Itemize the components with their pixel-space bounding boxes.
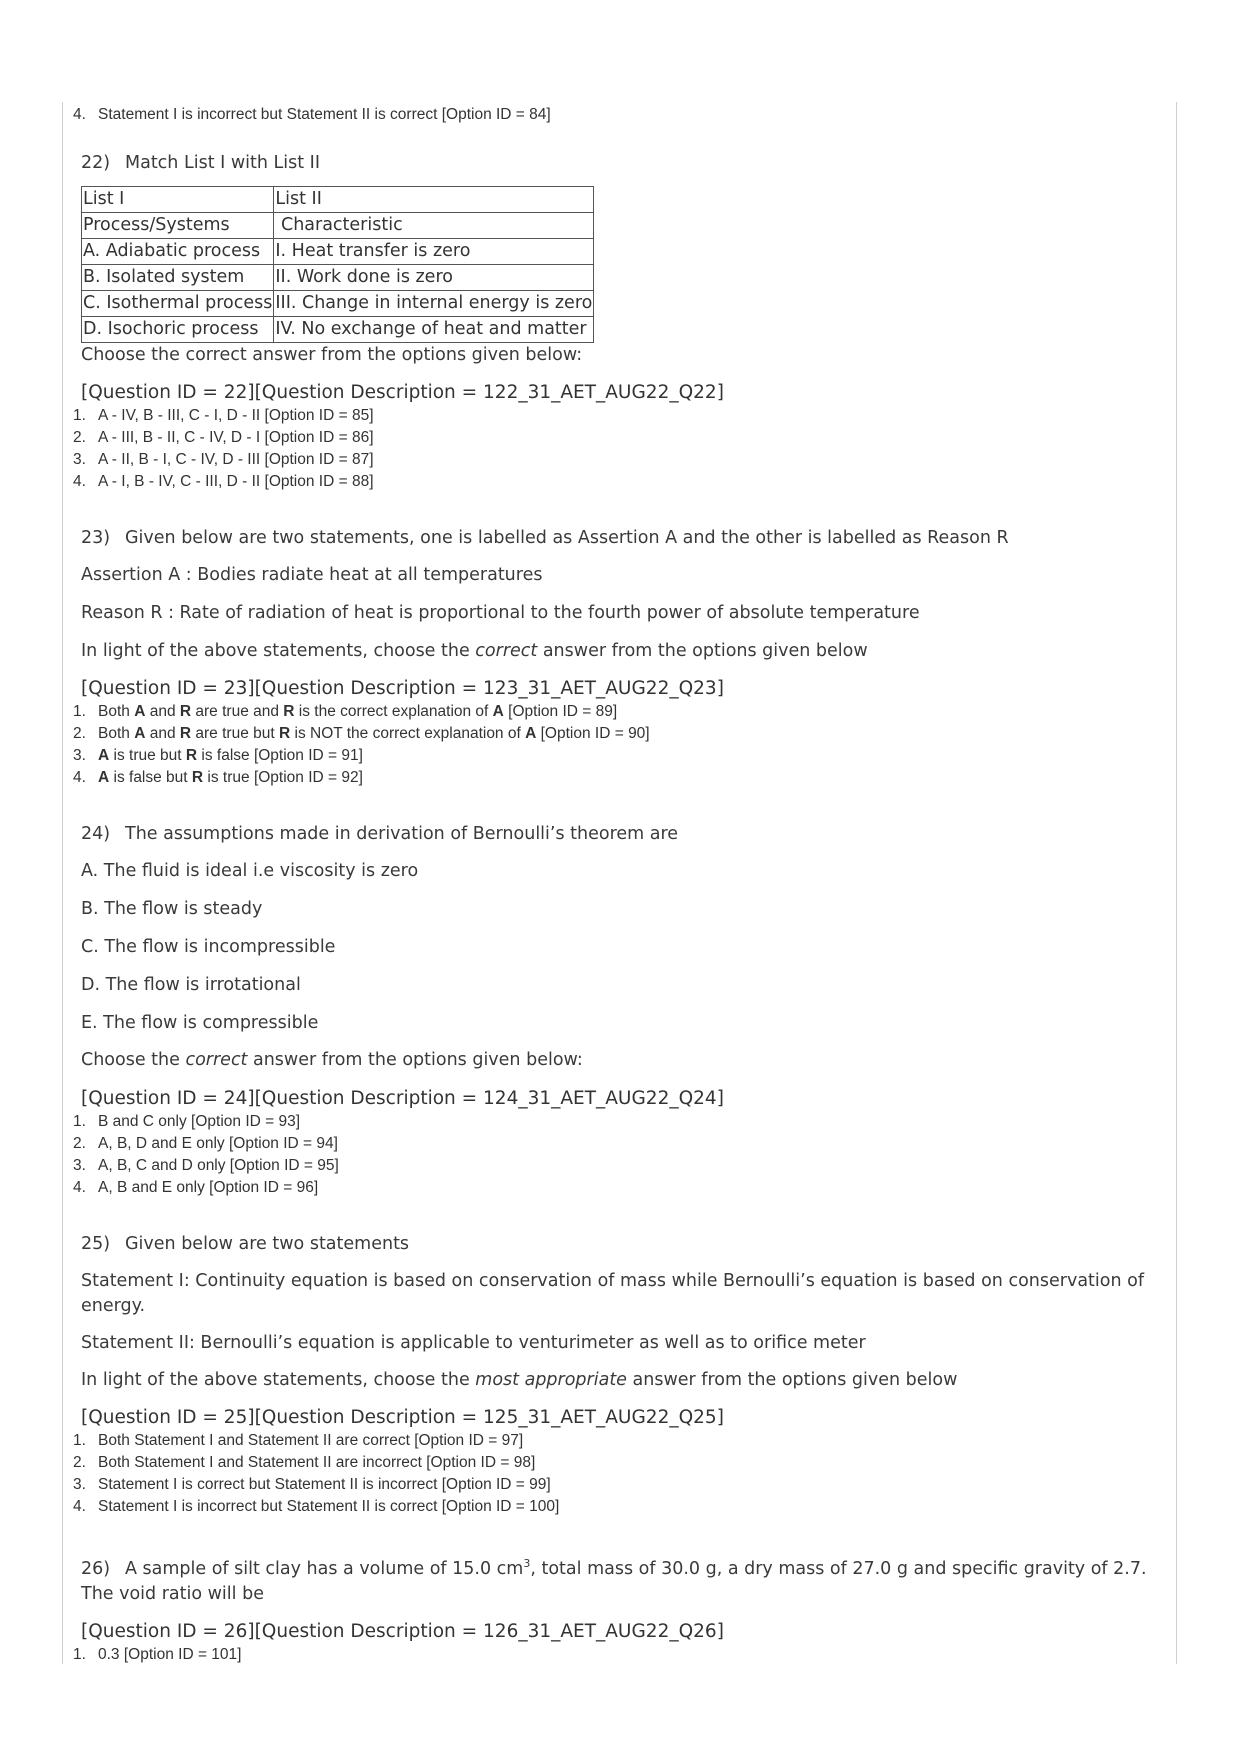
question-23-instruction: In light of the above statements, choose the correct answer from the options given below — [81, 641, 868, 661]
statement-1: Statement I: Continuity equation is based on conservation of mass while Bernoulli’s equation is based on conservation of energy. — [81, 1271, 1144, 1316]
option-q25-3: 3. Statement I is correct but Statement II is incorrect [Option ID = 99] — [73, 1476, 551, 1493]
option-q26-1: 1. 0.3 [Option ID = 101] — [73, 1645, 242, 1663]
question-25-title: 25) Given below are two statements — [81, 1234, 410, 1254]
assumption-b: B. The flow is steady — [81, 899, 263, 919]
assertion-a: Assertion A : Bodies radiate heat at all temperatures — [81, 565, 543, 585]
table-cell: C. Isothermal process — [82, 291, 274, 317]
option-q22-2: 2. A - III, B - II, C - IV, D - I [Option ID = 86] — [73, 429, 374, 446]
option-q25-4: 4. Statement I is incorrect but Statement II is correct [Option ID = 100] — [73, 1498, 560, 1515]
option-q23-4: 4. A is false but R is true [Option ID = 92] — [73, 769, 363, 786]
table-row — [82, 265, 594, 291]
question-26-meta: [Question ID = 26][Question Description = 126_31_AET_AUG22_Q26] — [81, 1620, 724, 1642]
table-cell: List I — [82, 187, 274, 213]
match-table — [81, 186, 594, 343]
question-paper — [73, 104, 1163, 1666]
option-q22-1: 1. A - IV, B - III, C - I, D - II [Option ID = 85] — [73, 407, 374, 424]
right-margin-rule — [1176, 102, 1177, 1664]
assumption-c: C. The flow is incompressible — [81, 937, 336, 957]
assumption-d: D. The flow is irrotational — [81, 975, 301, 995]
table-cell: IV. No exchange of heat and matter — [274, 317, 594, 343]
option-q22-4: 4. A - I, B - IV, C - III, D - II [Option ID = 88] — [73, 473, 374, 490]
table-cell: I. Heat transfer is zero — [274, 239, 594, 265]
option-q25-2: 2. Both Statement I and Statement II are incorrect [Option ID = 98] — [73, 1454, 536, 1471]
option-q23-1: 1. Both A and R are true and R is the correct explanation of A [Option ID = 89] — [73, 703, 618, 720]
option-q24-2: 2. A, B, D and E only [Option ID = 94] — [73, 1135, 338, 1152]
question-24-title: 24) The assumptions made in derivation of Bernoulli’s theorem are — [81, 824, 679, 844]
option-q24-3: 3. A, B, C and D only [Option ID = 95] — [73, 1157, 339, 1174]
table-row — [82, 187, 594, 213]
assumption-a: A. The fluid is ideal i.e viscosity is zero — [81, 861, 419, 881]
question-23-meta: [Question ID = 23][Question Description = 123_31_AET_AUG22_Q23] — [81, 678, 724, 699]
reason-r: Reason R : Rate of radiation of heat is proportional to the fourth power of absolute temperature — [81, 603, 920, 623]
table-row — [82, 213, 594, 239]
question-22-instruction: Choose the correct answer from the options given below: — [81, 345, 583, 365]
question-26-title: 26) A sample of silt clay has a volume of 15.0 $cm^3$, total mass of 30.0 g, a dry mass of 27.0 g and specific gravity of 2.7. The void ratio will be — [81, 1557, 1147, 1604]
question-24-meta: [Question ID = 24][Question Description = 124_31_AET_AUG22_Q24] — [81, 1088, 724, 1109]
table-row — [82, 291, 594, 317]
table-cell: B. Isolated system — [82, 265, 274, 291]
question-22-title: 22) Match List I with List II — [81, 153, 321, 173]
table-cell: Characteristic — [274, 213, 594, 239]
question-25-meta: [Question ID = 25][Question Description = 125_31_AET_AUG22_Q25] — [81, 1407, 724, 1428]
question-22-meta: [Question ID = 22][Question Description = 122_31_AET_AUG22_Q22] — [81, 382, 724, 403]
option-q24-1: 1. B and C only [Option ID = 93] — [73, 1113, 301, 1130]
table-cell: A. Adiabatic process — [82, 239, 274, 265]
table-row — [82, 317, 594, 343]
question-24-instruction: Choose the correct answer from the options given below: — [81, 1050, 583, 1070]
option-q22-3: 3. A - II, B - I, C - IV, D - III [Option ID = 87] — [73, 451, 374, 468]
option-q23-3: 3. A is true but R is false [Option ID = 91] — [73, 747, 363, 764]
table-cell: Process/Systems — [82, 213, 274, 239]
table-cell: List II — [274, 187, 594, 213]
option-q24-4: 4. A, B and E only [Option ID = 96] — [73, 1179, 319, 1196]
question-23-title: 23) Given below are two statements, one is labelled as Assertion A and the other is labelled as Reason R — [81, 528, 1009, 548]
option-q25-1: 1. Both Statement I and Statement II are correct [Option ID = 97] — [73, 1432, 524, 1449]
statement-2: Statement II: Bernoulli’s equation is applicable to venturimeter as well as to orifice meter — [81, 1333, 866, 1353]
question-25-instruction: In light of the above statements, choose the most appropriate answer from the options given below — [81, 1370, 958, 1390]
left-margin-rule — [62, 102, 63, 1664]
option-q23-2: 2. Both A and R are true but R is NOT the correct explanation of A [Option ID = 90] — [73, 725, 650, 742]
table-cell: III. Change in internal energy is zero — [274, 291, 594, 317]
table-row — [82, 239, 594, 265]
option-q21-4: 4. Statement I is incorrect but Statement II is correct [Option ID = 84] — [73, 106, 551, 123]
table-cell: II. Work done is zero — [274, 265, 594, 291]
table-cell: D. Isochoric process — [82, 317, 274, 343]
assumption-e: E. The flow is compressible — [81, 1013, 319, 1033]
